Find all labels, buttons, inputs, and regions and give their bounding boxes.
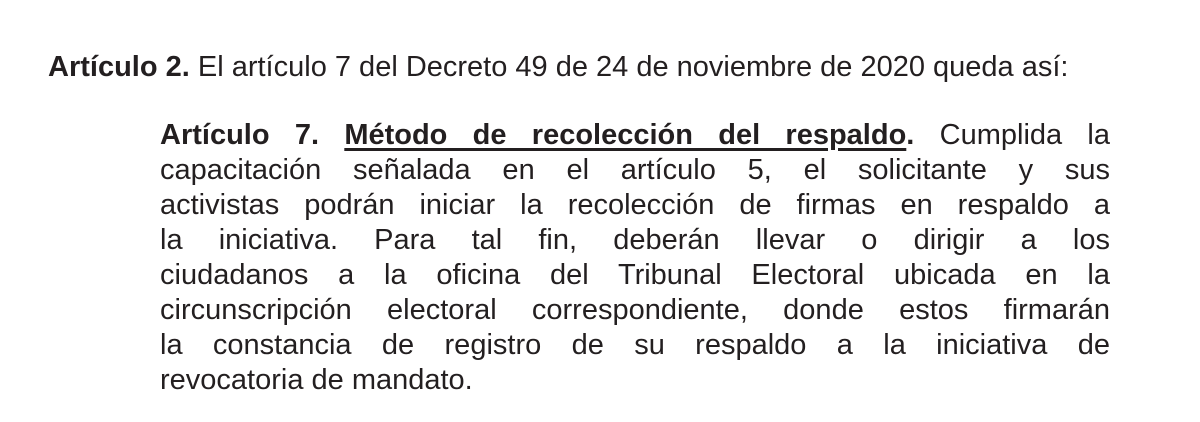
article-paragraph-line-8: revocatoria de mandato. [160, 364, 473, 396]
article-paragraph-line-3: activistas podrán iniciar la recolección de firmas en respaldo a [160, 189, 1110, 221]
article-paragraph-line-4: la iniciativa. Para tal fin, deberán llevar o dirigir a los [160, 224, 1110, 256]
article-body-start: Cumplida la [939, 119, 1110, 151]
article-paragraph-line-1 [160, 118, 1110, 153]
article-title: Método de recolección del respaldo [344, 119, 907, 151]
article-paragraph-line-5: ciudadanos a la oficina del Tribunal Electoral ubicada en la [160, 259, 1110, 291]
article-title-period: . [906, 119, 915, 151]
intro-article-label: Artículo 2. [48, 51, 190, 83]
article-paragraph-line-6: circunscripción electoral correspondiente, donde estos firmarán [160, 294, 1110, 326]
article-paragraph [160, 118, 1110, 398]
article-label: Artículo 7. [160, 119, 320, 151]
intro-line [48, 51, 1200, 84]
article-paragraph-line-2: capacitación señalada en el artículo 5, el solicitante y sus [160, 154, 1110, 186]
article-paragraph-line-7: la constancia de registro de su respaldo a la iniciativa de [160, 329, 1110, 361]
intro-article-text: El artículo 7 del Decreto 49 de 24 de noviembre de 2020 queda así: [197, 51, 1069, 83]
